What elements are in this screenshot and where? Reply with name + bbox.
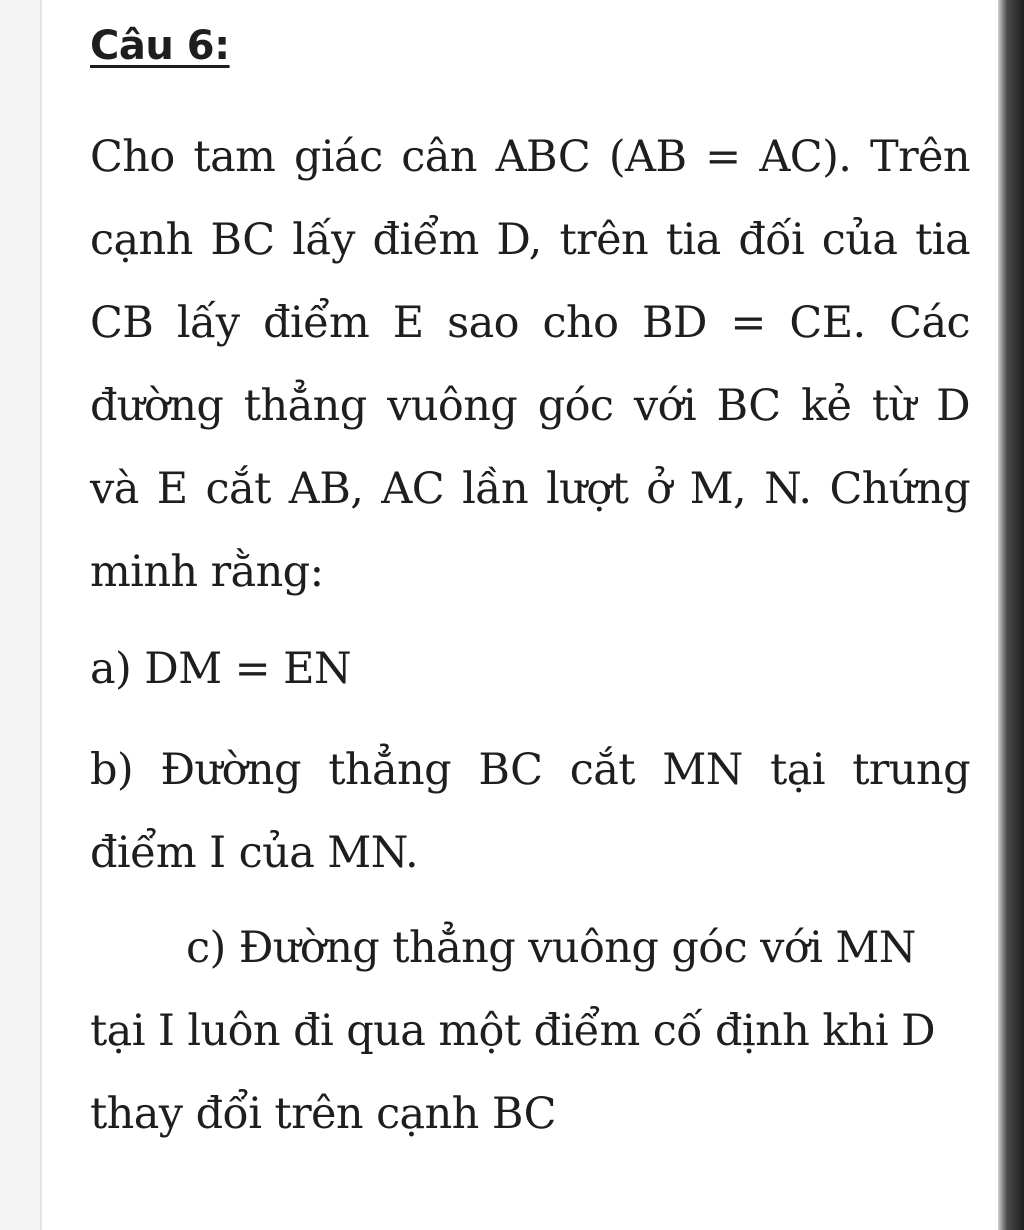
part-c-text: c) Đường thẳng vuông góc với MN tại I luôn đi qua một điểm cố định khi D thay đổi trên cạnh BC — [90, 923, 935, 1139]
part-c — [90, 907, 970, 1156]
question-content — [90, 18, 970, 1156]
part-b: b) Đường thẳng BC cắt MN tại trung điểm I của MN. — [90, 745, 970, 878]
screen-edge-shadow — [998, 0, 1024, 1230]
document-page — [40, 0, 1004, 1230]
question-intro: Cho tam giác cân ABC (AB = AC). Trên cạnh BC lấy điểm D, trên tia đối của tia CB lấy điểm E sao cho BD = CE. Các đường thẳng vuông góc với BC kẻ từ D và E cắt AB, AC lần lượt ở M, N. Chứng minh rằng: — [90, 132, 970, 597]
part-a: a) DM = EN — [90, 644, 351, 694]
question-title: Câu 6: — [90, 23, 230, 69]
